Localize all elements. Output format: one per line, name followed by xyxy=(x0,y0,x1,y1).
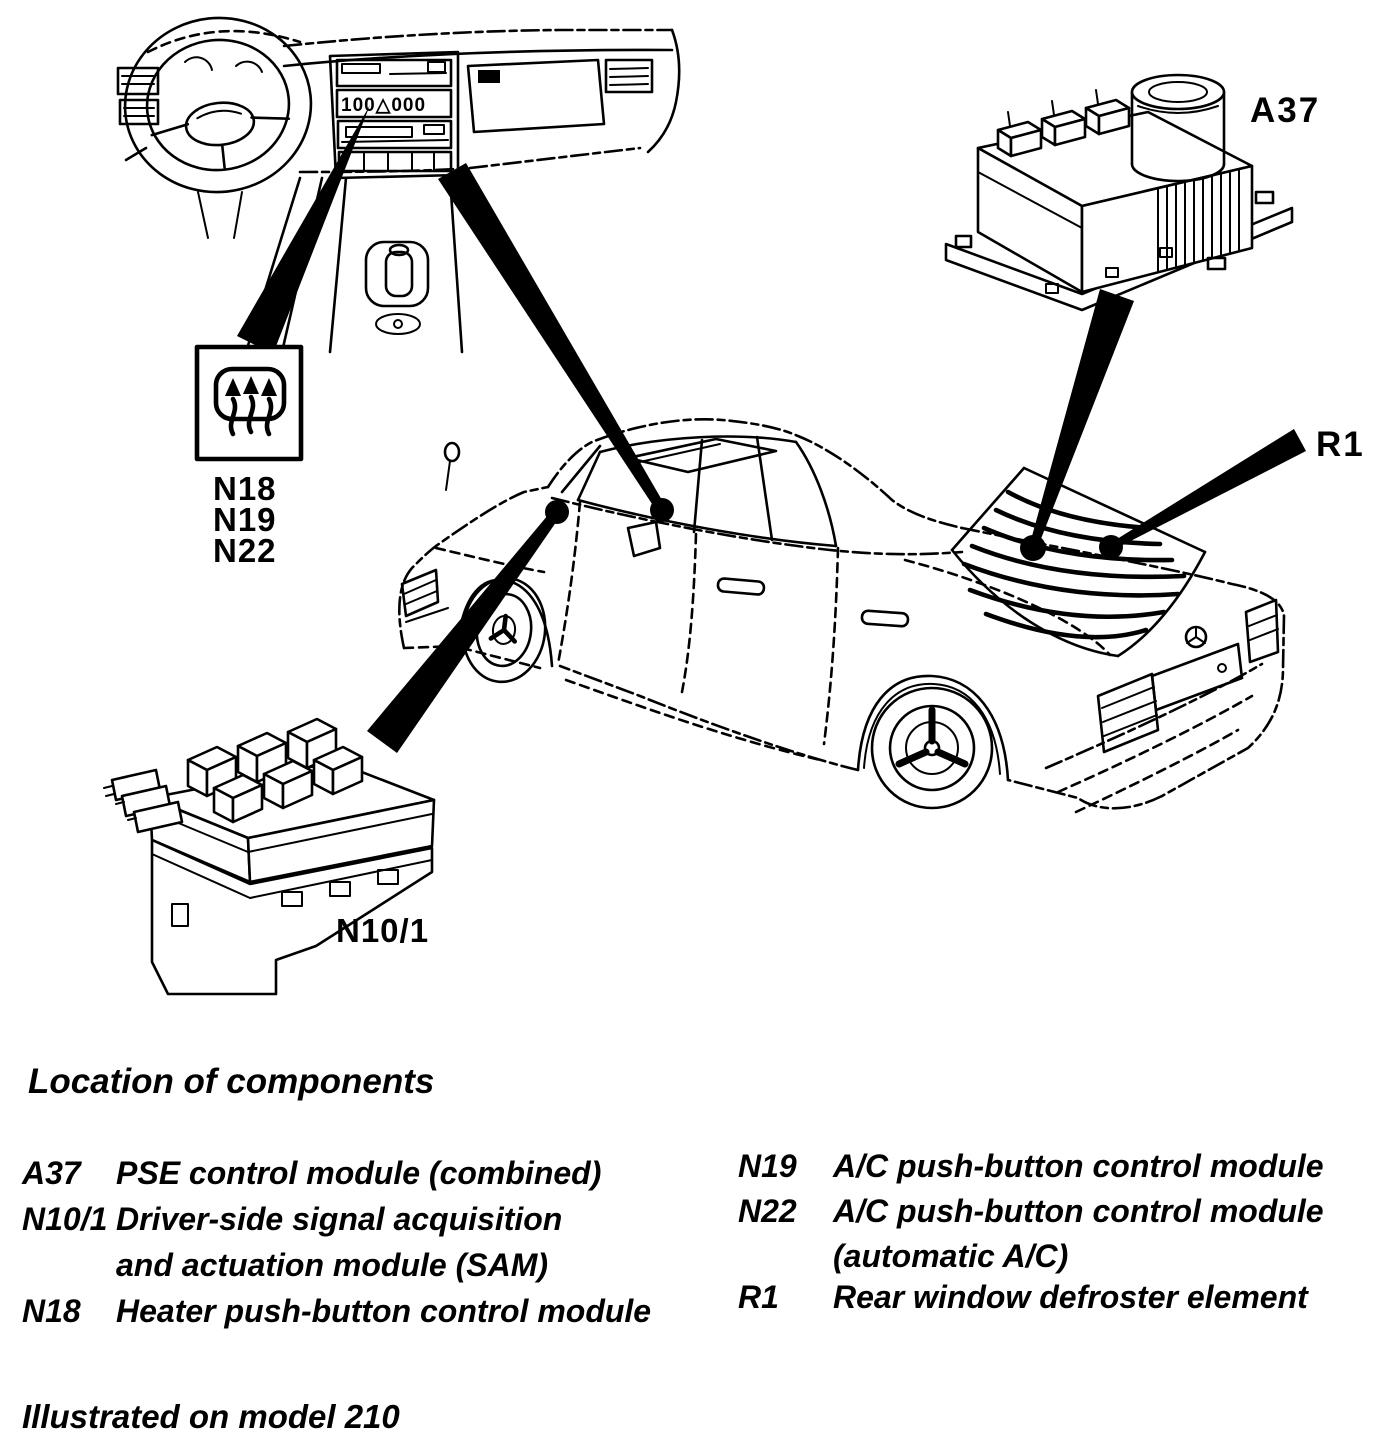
n10-1-label: N10/1 xyxy=(336,912,430,949)
legend-term-n19: N19 xyxy=(738,1148,797,1184)
callout-dot-r1 xyxy=(1099,535,1123,559)
dashboard-illustration xyxy=(116,9,679,352)
legend-term-n18: N18 xyxy=(22,1293,81,1329)
callout-dot-n10-1 xyxy=(545,500,569,524)
legend-desc-n18: Heater push-button control module xyxy=(116,1293,652,1329)
right-vent-icon xyxy=(606,60,652,92)
left-vents-icon xyxy=(118,68,158,124)
legend-desc-n22-line1: A/C push-button control module xyxy=(833,1193,1324,1229)
legend-desc-n10-1-line2: and actuation module (SAM) xyxy=(116,1247,548,1283)
legend-term-r1: R1 xyxy=(738,1279,779,1315)
legend-desc-n10-1-line1: Driver-side signal acquisition xyxy=(116,1201,563,1237)
car-rear-details xyxy=(1046,600,1278,812)
defroster-switch-detail xyxy=(197,347,301,459)
rear-window-defroster xyxy=(952,468,1205,656)
legend-desc-n19: A/C push-button control module xyxy=(833,1148,1324,1184)
leader-r1-wedge xyxy=(1109,429,1306,550)
gear-shifter xyxy=(366,242,428,334)
center-stack xyxy=(330,52,458,178)
legend-term-n22: N22 xyxy=(738,1193,797,1229)
leader-a37-wedge xyxy=(1029,289,1134,549)
steering-wheel xyxy=(116,9,319,201)
callout-dot-a37 xyxy=(1020,535,1046,561)
n22-label: N22 xyxy=(213,532,277,569)
defroster-icon xyxy=(225,376,277,434)
n19-label: N19 xyxy=(213,501,277,538)
car-illustration xyxy=(399,419,1284,812)
n10-1-module-illustration xyxy=(104,719,434,994)
climate-display-text: 100△000 xyxy=(341,95,427,116)
leader-dashboard-wedge xyxy=(438,163,666,513)
legend-term-a37: A37 xyxy=(22,1155,81,1191)
r1-label: R1 xyxy=(1316,425,1365,464)
callout-dot-dashboard xyxy=(650,498,674,522)
a37-module-illustration xyxy=(946,75,1292,310)
legend-desc-n22-line2: (automatic A/C) xyxy=(833,1238,1069,1274)
legend-footer: Illustrated on model 210 xyxy=(22,1398,400,1435)
legend-title: Location of components xyxy=(28,1062,435,1101)
n18-label: N18 xyxy=(213,470,277,507)
legend-term-n10-1: N10/1 xyxy=(22,1201,108,1237)
n10-1-connector-stack xyxy=(104,770,182,832)
legend-desc-a37: PSE control module (combined) xyxy=(116,1155,602,1191)
legend-desc-r1: Rear window defroster element xyxy=(833,1279,1308,1315)
glovebox xyxy=(468,60,604,132)
leader-n18-wedge xyxy=(237,105,370,354)
a37-label: A37 xyxy=(1250,91,1321,130)
rear-wheel xyxy=(864,684,1000,808)
